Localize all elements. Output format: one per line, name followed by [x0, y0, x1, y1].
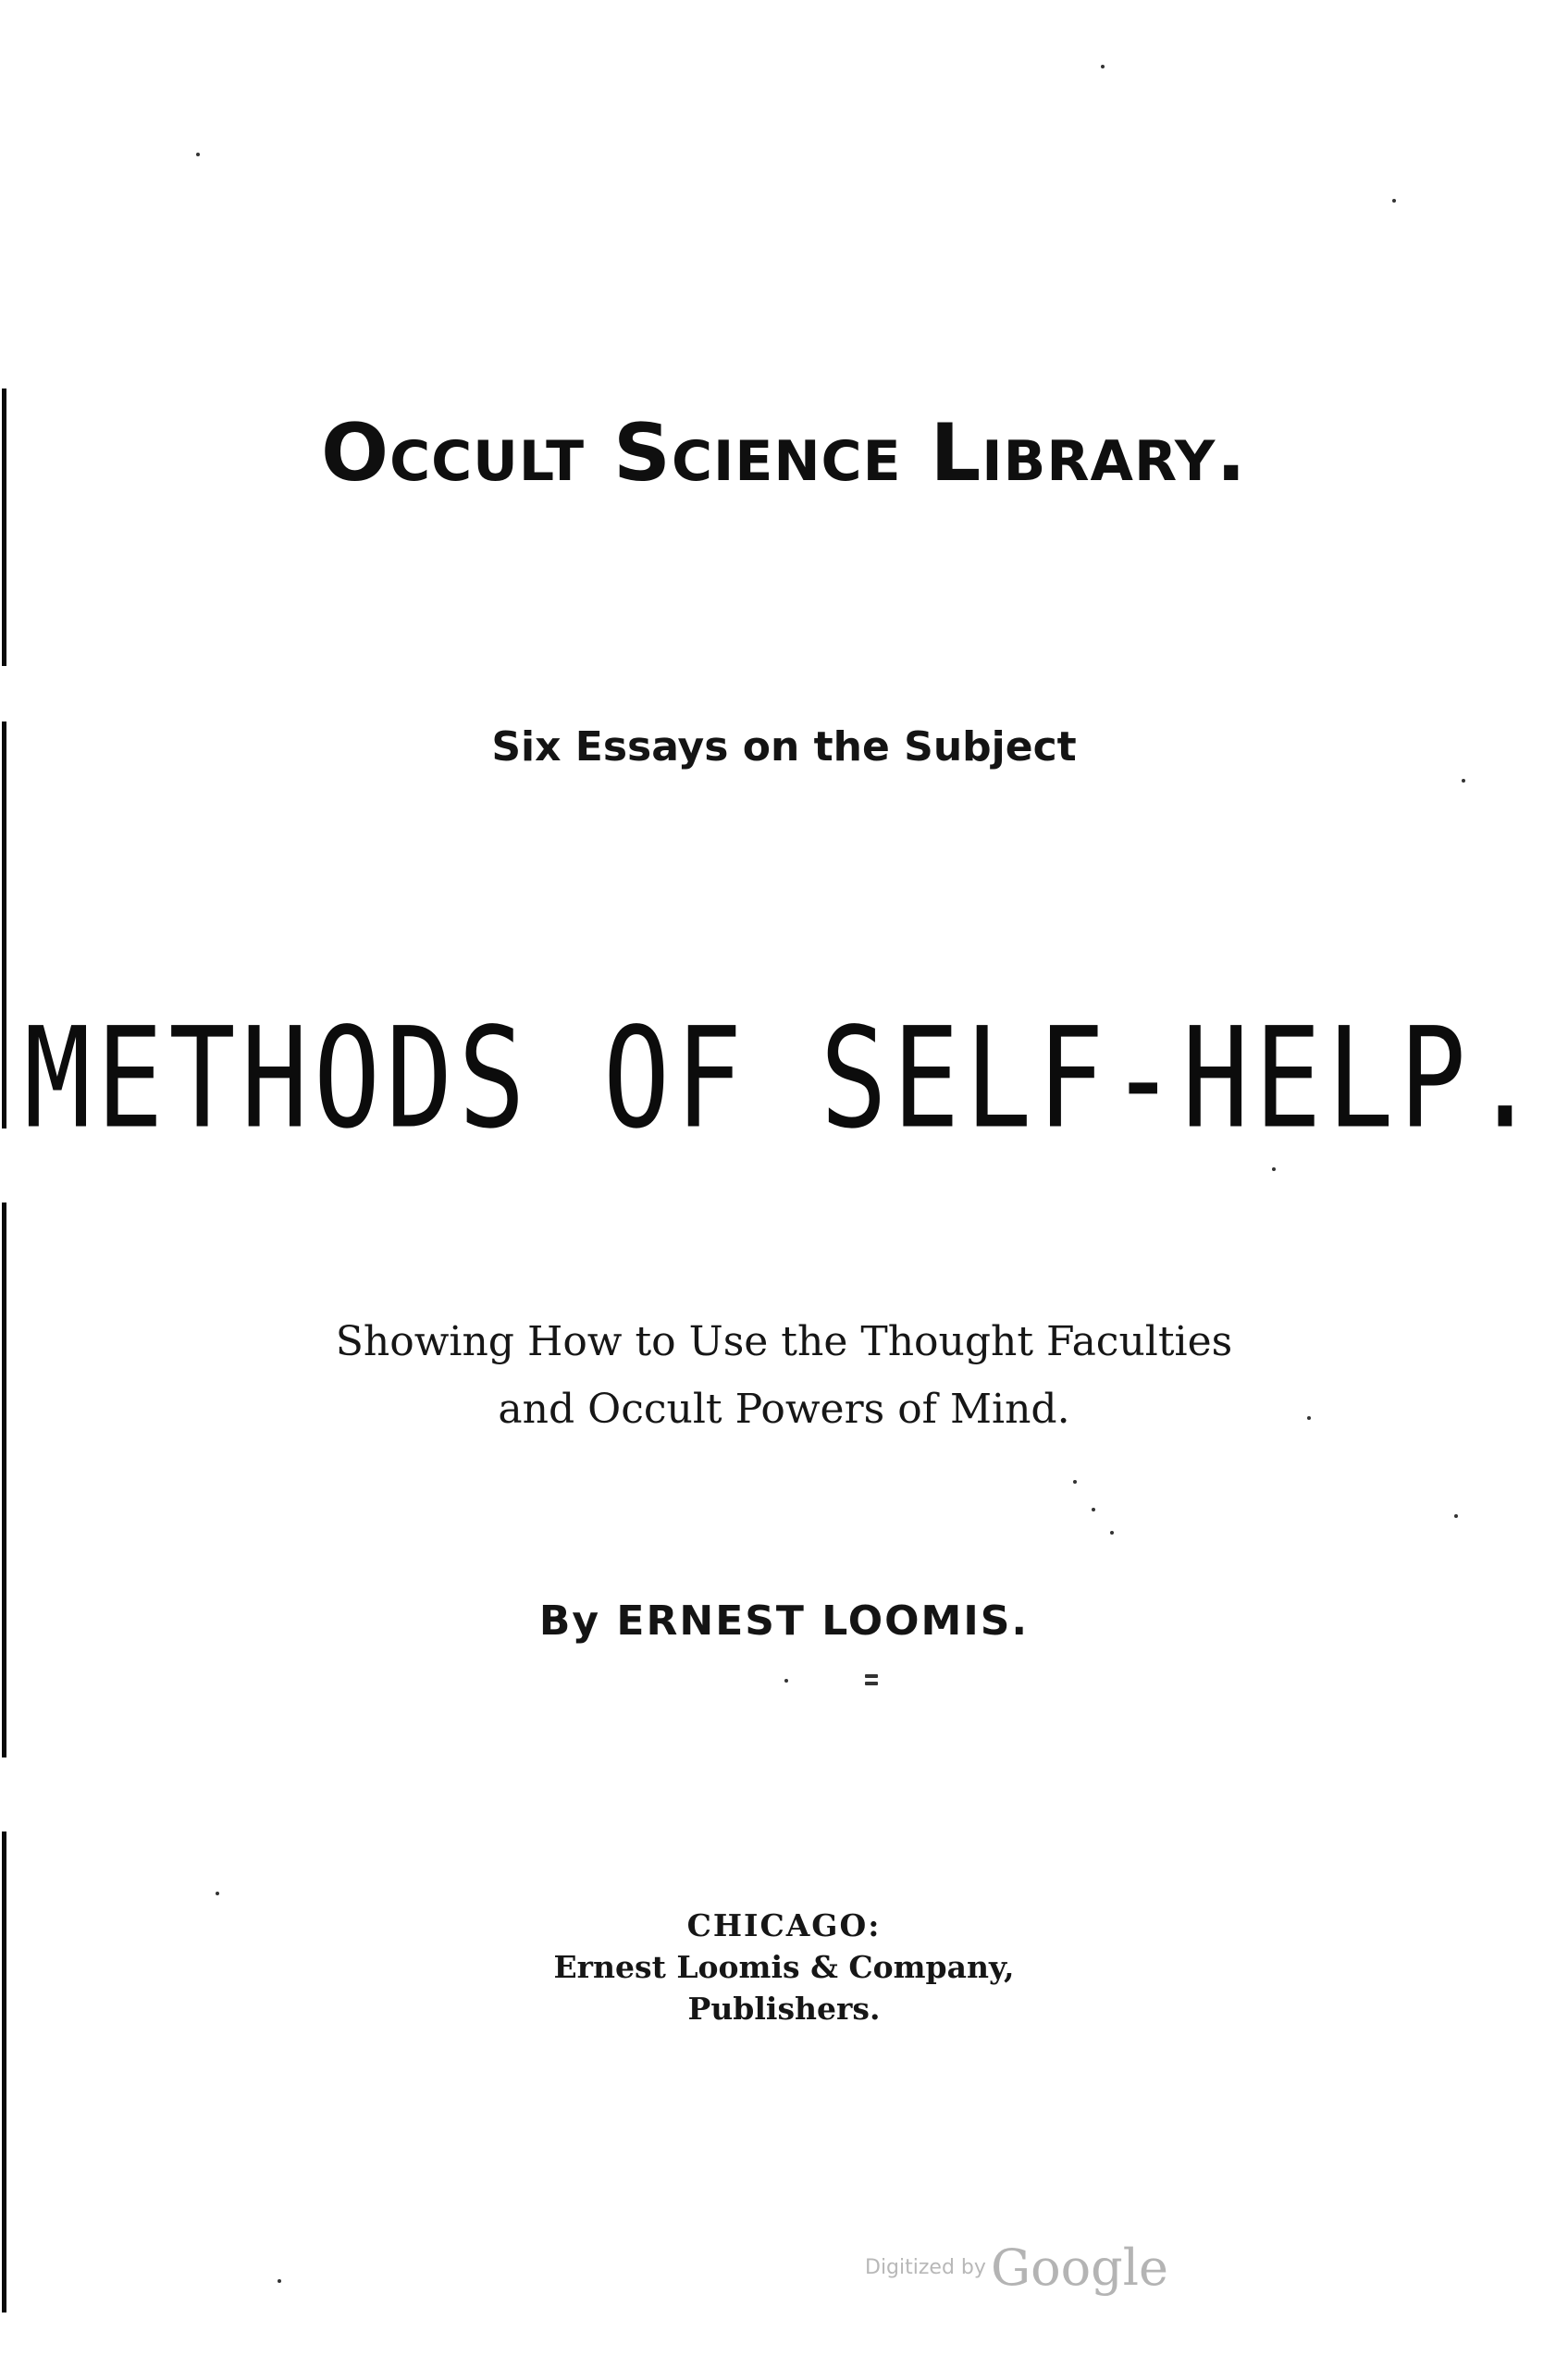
author-byline: By ERNEST LOOMIS. — [538, 1597, 1030, 1645]
watermark-prefix: Digitized by — [865, 2256, 986, 2279]
paper-speck — [1110, 1531, 1114, 1535]
paper-speck — [278, 2279, 281, 2283]
imprint-city: CHICAGO: — [686, 1907, 882, 1943]
paper-speck — [1392, 199, 1396, 203]
library-title: Occult Science Library. — [320, 407, 1248, 500]
subject-line: Six Essays on the Subject — [491, 723, 1077, 771]
paper-speck — [1073, 1480, 1077, 1484]
binding-mark — [2, 1832, 6, 2312]
digitized-watermark — [865, 2238, 1168, 2297]
binding-mark — [2, 1202, 6, 1758]
imprint-publisher: Ernest Loomis & Company, — [553, 1949, 1015, 1985]
paper-speck — [1101, 65, 1105, 68]
paper-speck — [784, 1679, 788, 1683]
paper-speck — [865, 1682, 878, 1685]
paper-speck — [1092, 1508, 1095, 1511]
paper-speck — [1454, 1514, 1458, 1518]
binding-edge — [0, 388, 9, 2350]
paper-speck — [1272, 1167, 1276, 1171]
google-logo: Google — [991, 2238, 1168, 2297]
paper-speck — [196, 153, 200, 156]
main-title: METHODS OF SELF-HELP. — [23, 999, 1545, 1160]
paper-speck — [216, 1892, 219, 1895]
paper-speck — [1307, 1416, 1311, 1420]
paper-speck — [1462, 779, 1465, 783]
description-line-1: Showing How to Use the Thought Faculties — [335, 1318, 1233, 1365]
description-line-2: and Occult Powers of Mind. — [498, 1386, 1070, 1433]
imprint-role: Publishers. — [687, 1991, 881, 2027]
paper-speck — [865, 1674, 878, 1678]
